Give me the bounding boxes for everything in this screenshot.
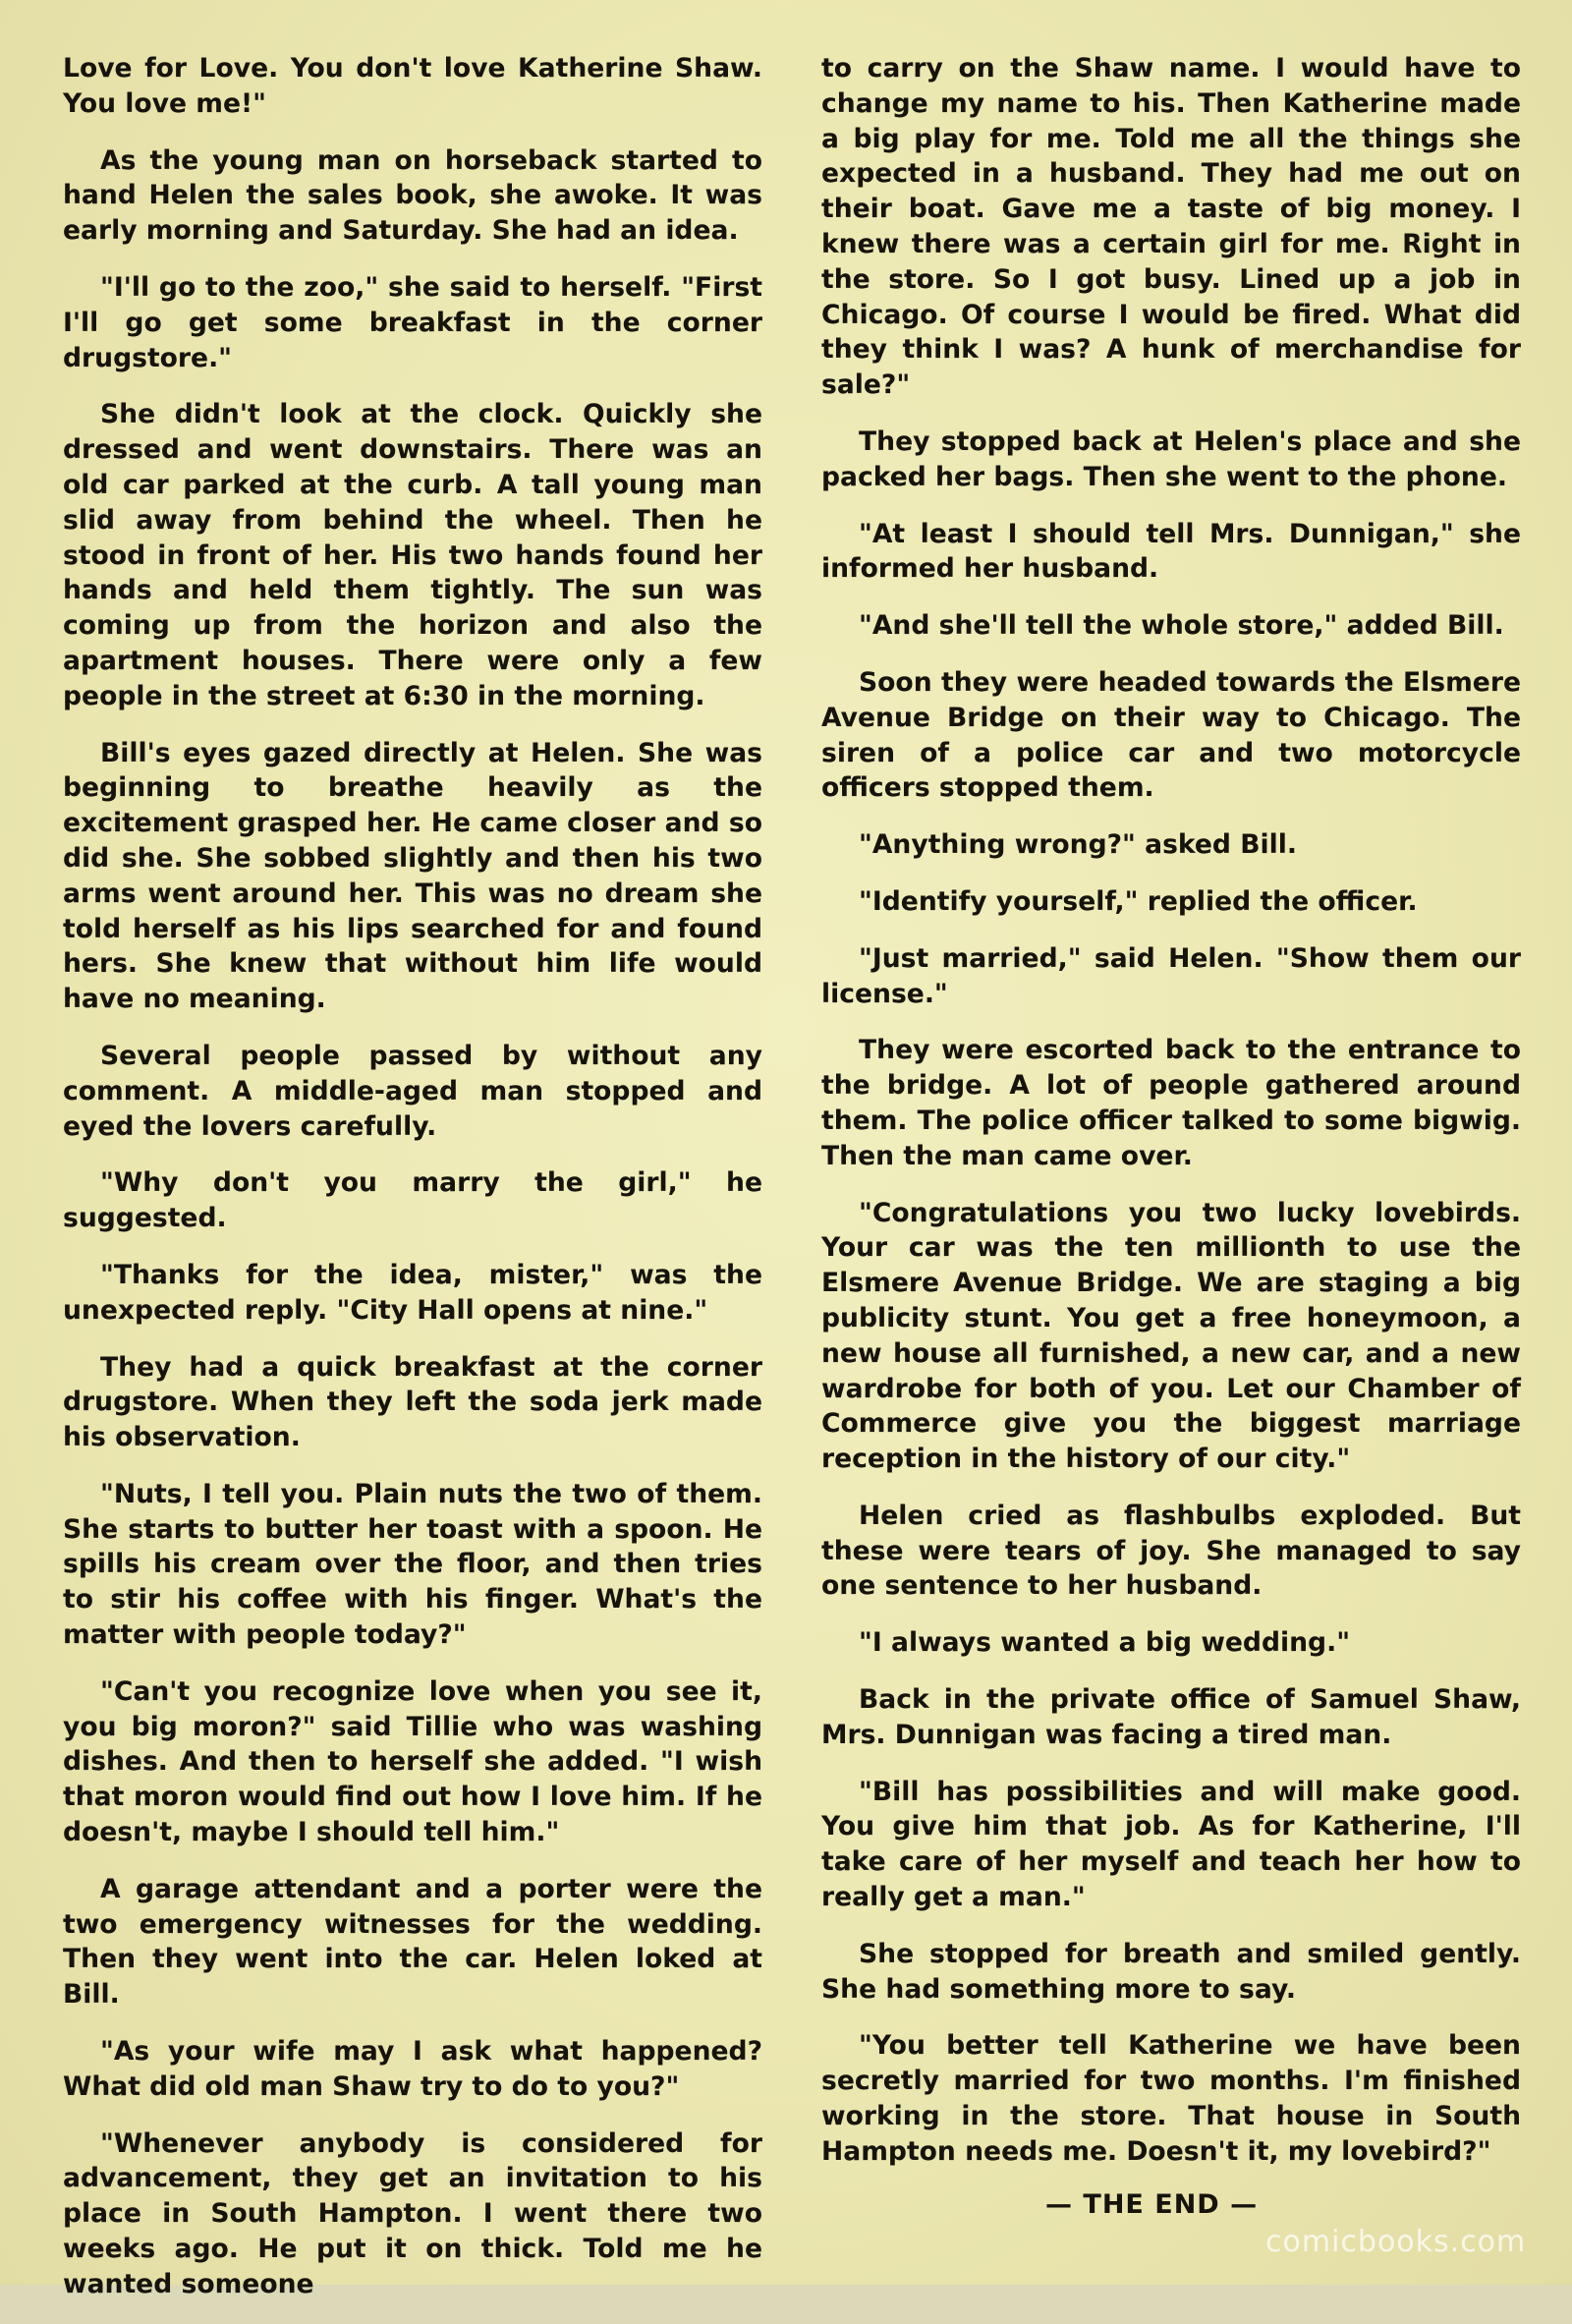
paragraph: "You better tell Katherine we have been secretly married for two months. I'm finished working in the store. That house in South Hampton needs me. Doesn't it, my lovebird?" — [821, 2030, 1521, 2167]
paragraph: "Bill has possibilities and will make good. You give him that job. As for Katherine, I'll take care of her myself and teach her how to really get a man." — [821, 1776, 1521, 1913]
paragraph: Several people passed by without any comment. A middle-aged man stopped and eyed the lovers carefully. — [63, 1040, 762, 1142]
paragraph: They stopped back at Helen's place and she packed her bags. Then she went to the phone. — [821, 425, 1521, 492]
paragraph: "Nuts, I tell you. Plain nuts the two of them. She starts to butter her toast with a spoon. He spills his cream over the floor, and then tries to stir his coffee with his finger. What's the matter with people today?" — [63, 1478, 762, 1651]
paragraph: Love for Love. You don't love Katherine Shaw. You love me!" — [63, 53, 762, 119]
paragraph: "I always wanted a big wedding." — [859, 1627, 1351, 1659]
paragraph: Soon they were headed towards the Elsmere Avenue Bridge on their way to Chicago. The siren of a police car and two motorcycle officers stopped them. — [821, 666, 1521, 804]
paragraph: Bill's eyes gazed directly at Helen. She was beginning to breathe heavily as the excitement grasped her. He came closer and so did she. She sobbed slightly and then his two arms went around her. This was no dream she told herself as his lips searched for and found hers. She knew that without him life would have no meaning. — [63, 737, 762, 1015]
paragraph: "Congratulations you two lucky lovebirds. Your car was the ten millionth to use the Elsmere Avenue Bridge. We are staging a big publicity stunt. You get a free honeymoon, a new house all furnished, a new car, and a new wardrobe for both of you. Let our Chamber of Commerce give you the biggest marriage reception in the history of our city." — [821, 1197, 1521, 1475]
watermark-text: comicbooks.com — [1265, 2225, 1527, 2259]
paragraph: "Can't you recognize love when you see it, you big moron?" said Tillie who was washing dishes. And then to herself she added. "I wish that moron would find out how I love him. If he doesn't, maybe I should tell him." — [63, 1675, 762, 1848]
paragraph: They had a quick breakfast at the corner drugstore. When they left the soda jerk made his observation. — [63, 1351, 762, 1453]
left-text-column — [63, 51, 762, 2324]
paragraph: "Why don't you marry the girl," he suggested. — [63, 1167, 762, 1234]
paragraph: "Just married," said Helen. "Show them our license." — [821, 942, 1521, 1009]
paragraph: "As your wife may I ask what happened? What did old man Shaw try to do to you?" — [63, 2036, 762, 2102]
paragraph: She didn't look at the clock. Quickly she dressed and went downstairs. There was an old car parked at the curb. A tall young man slid away from behind the wheel. Then he stood in front of her. His two hands found her hands and held them tightly. The sun was coming up from the horizon and also the apartment houses. There were only a few people in the street at 6:30 in the morning. — [63, 399, 762, 711]
paragraph: Back in the private office of Samuel Shaw, Mrs. Dunnigan was facing a tired man. — [821, 1684, 1521, 1750]
paragraph: "Identify yourself," replied the officer. — [859, 885, 1418, 917]
paragraph: "Whenever anybody is considered for advancement, they get an invitation to his place in South Hampton. I went there two weeks ago. He put it on thick. Told me he wanted someone — [63, 2127, 762, 2299]
paragraph: "I'll go to the zoo," she said to herself. "First I'll go get some breakfast in the corner drugstore." — [63, 271, 762, 373]
the-end-label: — THE END — — [1045, 2189, 1259, 2220]
paragraph: She stopped for breath and smiled gently. She had something more to say. — [821, 1938, 1521, 2005]
right-text-column — [821, 51, 1521, 2191]
paragraph: to carry on the Shaw name. I would have to change my name to his. Then Katherine made a big play for me. Told me all the things she expected in a husband. They had me out on their boat. Gave me a taste of big money. I knew there was a certain girl for me. Right in the store. So I got busy. Lined up a job in Chicago. Of course I would be fired. What did they think I was? A hunk of merchandise for sale?" — [821, 53, 1521, 401]
paragraph: "At least I should tell Mrs. Dunnigan," she informed her husband. — [821, 518, 1521, 585]
paragraph: As the young man on horseback started to hand Helen the sales book, she awoke. It was early morning and Saturday. She had an idea. — [63, 144, 762, 247]
paragraph: "And she'll tell the whole store," added Bill. — [859, 610, 1504, 642]
paragraph: "Anything wrong?" asked Bill. — [859, 829, 1297, 861]
paragraph: "Thanks for the idea, mister," was the unexpected reply. "City Hall opens at nine." — [63, 1259, 762, 1326]
paragraph: Helen cried as flashbulbs exploded. But these were tears of joy. She managed to say one sentence to her husband. — [821, 1500, 1521, 1602]
paragraph: They were escorted back to the entrance to the bridge. A lot of people gathered around them. The police officer talked to some bigwig. Then the man came over. — [821, 1035, 1521, 1171]
paragraph: A garage attendant and a porter were the two emergency witnesses for the wedding. Then they went into the car. Helen loked at Bill. — [63, 1873, 762, 2011]
